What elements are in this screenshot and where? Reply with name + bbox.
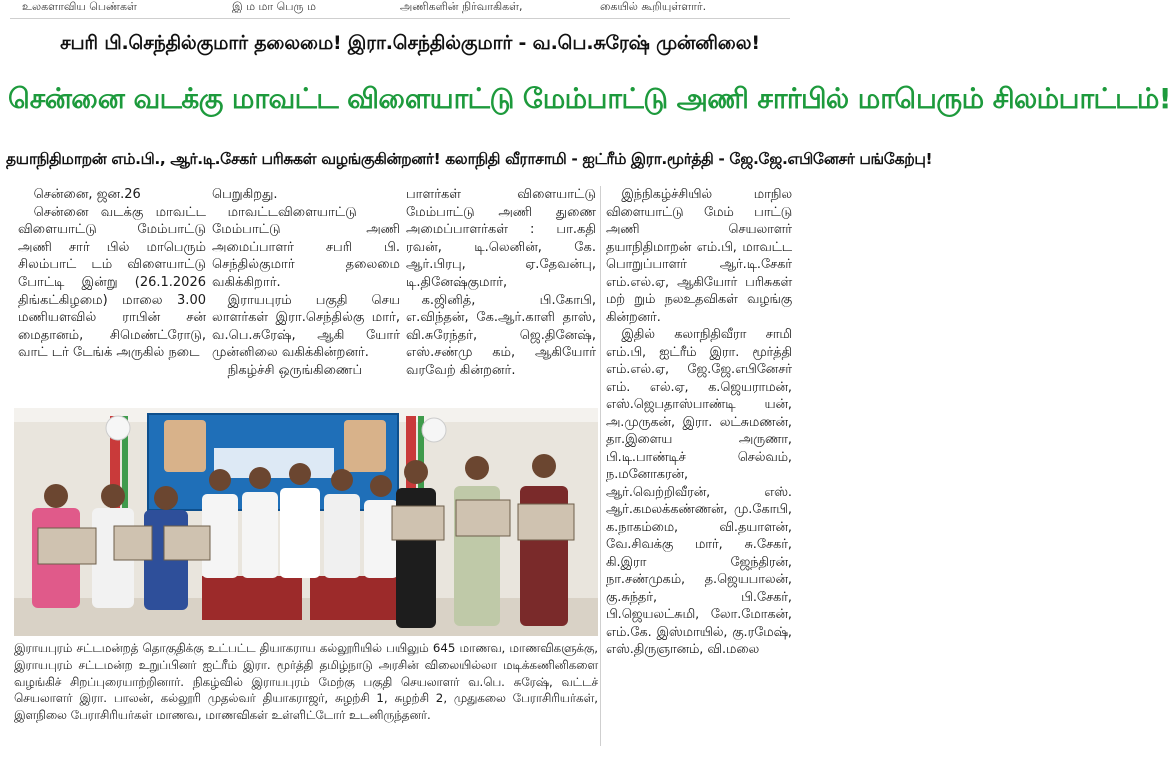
event-photo-illustration [14, 408, 598, 636]
paragraph: க.ஜினித், பி.கோபி, எ.விந்தன், கே.ஆர்.காளி தாஸ், வி.சுரேந்தர், ஜெ.தினேஷ், எஸ்.சண்மு கம், ஆகியோர் வரவேற் கின்றனர். [406, 292, 596, 378]
top-divider [10, 18, 790, 19]
article-column-1 [18, 186, 206, 362]
photo-caption: இராயபுரம் சட்டமன்றத் தொகுதிக்கு உட்பட்ட தியாகராய கல்லூரியில் பயிலும் 645 மாணவ, மாணவிகளுக்கு, இராயபுரம் சட்டமன்ற உறுப்பினர் ஐட்ரீம் இரா. மூர்த்தி தமிழ்நாடு அரசின் விலையில்லா மடிக்கணினிகளை வழங்கிச் சிறப்புரையாற்றினார். நிகழ்வில் இராயபுரம் மேற்கு பகுதி செயலாளர் வ.பெ. சுரேஷ், வட்டச் செயலாளர் இரா. பாலன், கல்லூரி முதல்வர் தியாகராஜர், சுழற்சி 1, சுழற்சி 2, முதுகலை பேராசிரியர்கள், இளநிலை பேராசிரியர்கள் மாணவ, மாணவிகள் உள்ளிட்டோர் உடனிருந்தனர். [14, 641, 598, 723]
headline-top: சபரி பி.செந்தில்குமார் தலைமை! இரா.செந்தில்குமார் - வ.பெ.சுரேஷ் முன்னிலை! [60, 32, 760, 54]
paragraph: நிகழ்ச்சி ஒருங்கிணைப் [227, 362, 363, 378]
strip-text: இ ம மா பெரு ம [232, 0, 316, 13]
dateline: சென்னை, ஜன.26 [33, 187, 141, 202]
paragraph: பாளர்கள் விளையாட்டு மேம்பாட்டு அணி துணை அமைப்பாளர்கள் : பா.கதி ரவன், டி.லெனின், கே. ஆர்.பிரபு, ஏ.தேவன்பு, டி.தினேஷ்குமார், [406, 187, 596, 290]
paragraph: பெறுகிறது. [212, 187, 278, 202]
article-column-2 [212, 186, 400, 380]
previous-article-strip [0, 0, 800, 14]
paragraph: இந்நிகழ்ச்சியில் மாநில விளையாட்டு மேம் பாட்டு அணி செயலாளர் தயாநிதிமாறன் எம்.பி, மாவட்ட பொறுப்பாளர் ஆர்.டி.சேகர் எம்.எல்.ஏ, ஆகியோர் பரிசுகள் மற் றும் நலஉதவிகள் வழங்கு கின்றனர். [606, 187, 792, 325]
paragraph: மாவட்டவிளையாட்டு மேம்பாட்டு அணி அமைப்பாளர் சபரி பி. செந்தில்குமார் தலைமை வகிக்கிறார். [212, 204, 400, 290]
paragraph: இராயபுரம் பகுதி செய லாளர்கள் இரா.செந்தில்கு மார், வ.பெ.சுரேஷ், ஆகி யோர் முன்னிலை வகிக்கின்றனர். [212, 292, 400, 361]
headline-main: சென்னை வடக்கு மாவட்ட விளையாட்டு மேம்பாட்டு அணி சார்பில் மாபெரும் சிலம்பாட்டம்! [8, 82, 1171, 115]
paragraph: இதில் கலாநிதிவீரா சாமி எம்.பி, ஐட்ரீம் இரா. மூர்த்தி எம்.எல்.ஏ, ஜே.ஜே.எபினேசர் எம். எல்.ஏ, க.ஜெயராமன், எஸ்.ஜெபதாஸ்பாண்டி யன், அ.முருகன், இரா. லட்சுமணன், தா.இளைய அருணா, பி.டி.பாண்டிச் செல்வம், ந.மனோகரன், ஆர்.வெற்றிவீரன், எஸ். ஆர்.கமலக்கண்ணன், மு.கோபி, க.நாகம்மை, வி.தயாளன், வே.சிவக்கு மார், சு.சேகர், கி.இரா ஜேந்திரன், நா.சண்முகம், த.ஜெயபாலன், கு.சுந்தர், பி.சேகர், பி.ஜெயலட்சுமி, லோ.மோகன், எம்.கே. இஸ்மாயில், கு.ரமேஷ், எஸ்.திருஞானம், வி.மலை [606, 327, 792, 657]
article-column-3 [406, 186, 596, 380]
strip-text: அணிகளின் நிர்வாகிகள், [400, 0, 523, 13]
headline-sub: தயாநிதிமாறன் எம்.பி., ஆர்.டி.சேகர் பரிசுகள் வழங்குகின்றனர்! கலாநிதி வீராசாமி - ஐட்ரீம் இரா.மூர்த்தி - ஜே.ஜே.எபினேசர் பங்கேற்பு! [6, 150, 933, 168]
article-column-4 [606, 186, 792, 659]
strip-text: உலகளாவிய பெண்கள் [22, 0, 137, 13]
paragraph: சென்னை வடக்கு மாவட்ட விளையாட்டு மேம்பாட்டு அணி சார் பில் மாபெரும் சிலம்பாட் டம் விளையாட்டு போட்டி இன்று (26.1.2026 திங்கட்கிழமை) மாலை 3.00 மணியளவில் ராபின் சன் மைதானம், சிமெண்ட்ரோடு, வாட் டர் டேங்க் அருகில் நடை [18, 204, 206, 361]
strip-text: கையில் கூறியுள்ளார். [600, 0, 707, 13]
column-divider [600, 186, 601, 746]
event-photo [14, 408, 598, 636]
